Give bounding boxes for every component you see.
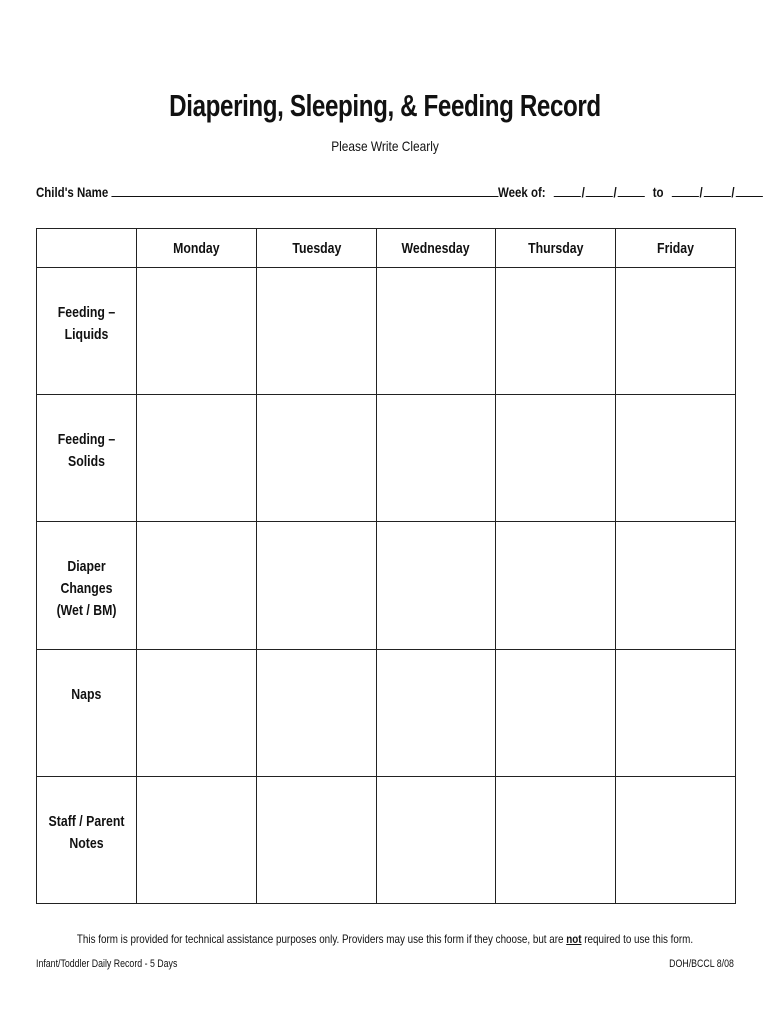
column-header-label: Wednesday bbox=[401, 239, 471, 257]
entry-cell-feeding-liquids-monday[interactable] bbox=[137, 268, 257, 395]
entry-cell-staff-parent-notes-wednesday[interactable] bbox=[377, 776, 496, 903]
row-feeding-solids bbox=[37, 395, 736, 522]
column-header-wednesday bbox=[377, 229, 496, 268]
childs-name-field[interactable] bbox=[36, 184, 499, 200]
row-label-staff-parent-notes bbox=[37, 776, 137, 903]
date-separator: / bbox=[699, 184, 703, 200]
entry-cell-feeding-liquids-thursday[interactable] bbox=[496, 268, 616, 395]
date-separator: / bbox=[581, 184, 585, 200]
week-of-label: Week of: bbox=[498, 184, 546, 200]
entry-cell-diaper-changes-monday[interactable] bbox=[137, 522, 257, 649]
entry-cell-feeding-liquids-wednesday[interactable] bbox=[377, 268, 496, 395]
column-header-thursday bbox=[496, 229, 616, 268]
disclaimer-text-end: required to use this form. bbox=[581, 932, 694, 946]
week-end-month-blank[interactable] bbox=[672, 184, 699, 197]
week-start-month-blank[interactable] bbox=[554, 184, 581, 197]
entry-cell-naps-thursday[interactable] bbox=[496, 649, 616, 776]
week-end-day-blank[interactable] bbox=[704, 184, 731, 197]
entry-cell-feeding-solids-friday[interactable] bbox=[616, 395, 736, 522]
date-separator: / bbox=[731, 184, 735, 200]
column-header-tuesday bbox=[257, 229, 377, 268]
row-label-feeding-liquids bbox=[37, 268, 137, 395]
to-label: to bbox=[652, 184, 664, 200]
column-header-label: Friday bbox=[657, 239, 694, 257]
row-label-feeding-solids bbox=[37, 395, 137, 522]
row-staff-parent-notes bbox=[37, 776, 736, 903]
entry-cell-feeding-solids-thursday[interactable] bbox=[496, 395, 616, 522]
column-header-monday bbox=[137, 229, 257, 268]
date-separator: / bbox=[613, 184, 617, 200]
form-subtitle: Please Write Clearly bbox=[331, 138, 439, 154]
corner-cell bbox=[37, 229, 137, 268]
row-label-text: (Wet / BM) bbox=[56, 602, 117, 620]
entry-cell-diaper-changes-tuesday[interactable] bbox=[257, 522, 377, 649]
row-label-text: Staff / Parent Notes bbox=[48, 812, 125, 852]
entry-cell-naps-friday[interactable] bbox=[616, 649, 736, 776]
footer-form-code: DOH/BCCL 8/08 bbox=[669, 958, 734, 970]
entry-cell-staff-parent-notes-friday[interactable] bbox=[616, 776, 736, 903]
week-start-day-blank[interactable] bbox=[586, 184, 613, 197]
row-label-text: Feeding – Liquids bbox=[57, 304, 116, 343]
entry-cell-naps-tuesday[interactable] bbox=[257, 649, 377, 776]
disclaimer-text bbox=[69, 932, 700, 946]
week-of-field[interactable] bbox=[498, 184, 762, 200]
childs-name-blank[interactable] bbox=[111, 184, 498, 197]
entry-cell-feeding-liquids-tuesday[interactable] bbox=[257, 268, 377, 395]
row-label-text: Feeding – Solids bbox=[57, 431, 116, 471]
entry-cell-naps-monday[interactable] bbox=[137, 649, 257, 776]
entry-cell-diaper-changes-friday[interactable] bbox=[616, 522, 736, 649]
row-label-naps bbox=[37, 649, 137, 776]
row-diaper-changes bbox=[37, 522, 736, 649]
row-label-text: Naps bbox=[71, 685, 102, 703]
entry-cell-feeding-solids-tuesday[interactable] bbox=[257, 395, 377, 522]
record-table bbox=[36, 228, 736, 904]
column-header-label: Thursday bbox=[527, 239, 584, 257]
week-end-year-blank[interactable] bbox=[735, 184, 762, 197]
entry-cell-naps-wednesday[interactable] bbox=[377, 649, 496, 776]
entry-cell-diaper-changes-thursday[interactable] bbox=[496, 522, 616, 649]
form-title: Diapering, Sleeping, & Feeding Record bbox=[169, 88, 601, 123]
header-row bbox=[37, 229, 736, 268]
entry-cell-staff-parent-notes-monday[interactable] bbox=[137, 776, 257, 903]
entry-cell-feeding-solids-monday[interactable] bbox=[137, 395, 257, 522]
column-header-friday bbox=[616, 229, 736, 268]
column-header-label: Monday bbox=[173, 239, 220, 257]
entry-cell-diaper-changes-wednesday[interactable] bbox=[377, 522, 496, 649]
entry-cell-feeding-liquids-friday[interactable] bbox=[616, 268, 736, 395]
disclaimer-text-start: This form is provided for technical assistance purposes only. Providers may use this form if they choose, but are bbox=[76, 932, 567, 946]
entry-cell-staff-parent-notes-tuesday[interactable] bbox=[257, 776, 377, 903]
week-start-year-blank[interactable] bbox=[618, 184, 645, 197]
disclaimer-emphasis: not bbox=[566, 932, 582, 946]
row-label-diaper-changes bbox=[37, 522, 137, 649]
row-label-text: Diaper Changes bbox=[60, 558, 113, 598]
footer-form-name: Infant/Toddler Daily Record - 5 Days bbox=[36, 958, 178, 970]
childs-name-label: Child's Name bbox=[36, 184, 109, 200]
entry-cell-staff-parent-notes-thursday[interactable] bbox=[496, 776, 616, 903]
column-header-label: Tuesday bbox=[292, 239, 341, 257]
row-feeding-liquids bbox=[37, 268, 736, 395]
entry-cell-feeding-solids-wednesday[interactable] bbox=[377, 395, 496, 522]
row-naps bbox=[37, 649, 736, 776]
